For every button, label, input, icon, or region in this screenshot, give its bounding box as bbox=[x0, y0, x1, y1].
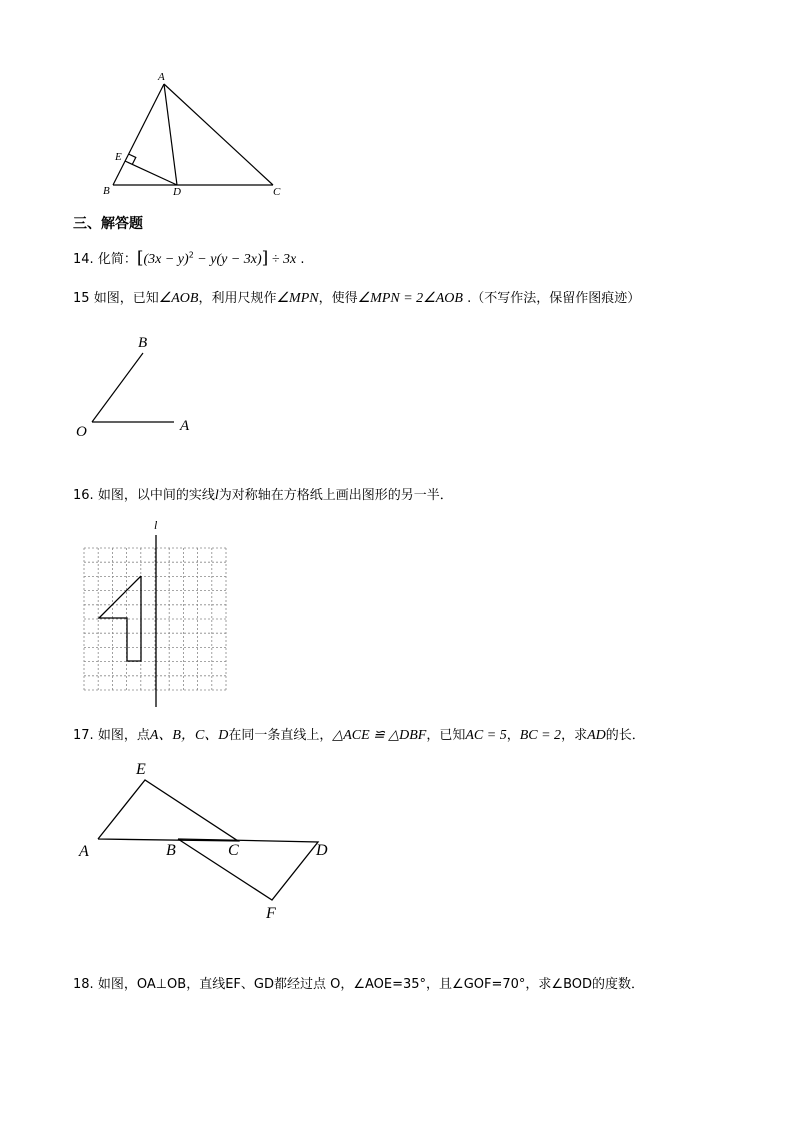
question-16 bbox=[73, 484, 453, 504]
q15-text-a: 如图，已知 bbox=[93, 291, 159, 306]
q17-segment: AD bbox=[587, 728, 606, 743]
q14-prefix: 化简： bbox=[97, 252, 137, 267]
q14-part2: − y(y − 3x) bbox=[193, 252, 262, 267]
q17-text-a: 如图，点 bbox=[97, 728, 150, 743]
q17-text-e: 的长． bbox=[605, 728, 645, 743]
q15-text-d: .（不写作法，保留作图痕迹） bbox=[462, 291, 641, 306]
q15-text-c: ，使得 bbox=[318, 291, 358, 306]
label-E: E bbox=[136, 761, 146, 778]
question-15 bbox=[73, 287, 640, 307]
question-18 bbox=[73, 973, 644, 992]
q17-text-c: ，已知 bbox=[426, 728, 466, 743]
triangle-ACE bbox=[98, 780, 238, 841]
triangle-DBF bbox=[178, 839, 318, 900]
label-F: F bbox=[266, 905, 276, 922]
q14-part1: (3x − y) bbox=[143, 252, 189, 267]
congruent-triangles-figure bbox=[70, 752, 350, 927]
q16-text-b: 为对称轴在方格纸上画出图形的另一半． bbox=[218, 488, 453, 503]
label-l: l bbox=[154, 518, 158, 532]
angle-aob-figure bbox=[70, 328, 210, 443]
ray-OB bbox=[92, 353, 143, 422]
q16-text-a: 如图，以中间的实线 bbox=[97, 488, 215, 503]
q14-exponent: 2 bbox=[188, 250, 194, 260]
q16-number: 16. bbox=[73, 488, 94, 503]
q17-text-d: ，求 bbox=[561, 728, 588, 743]
label-A: A bbox=[158, 71, 165, 83]
q16-axis: l bbox=[214, 488, 219, 503]
segment-AB bbox=[113, 84, 164, 185]
q15-angle-mpn: ∠MPN bbox=[276, 291, 319, 306]
label-D: D bbox=[173, 186, 181, 198]
q15-text-b: ，利用尺规作 bbox=[198, 291, 277, 306]
dotted-grid bbox=[84, 548, 226, 690]
label-O: O bbox=[76, 424, 87, 440]
label-C: C bbox=[228, 842, 239, 859]
q15-equation: ∠MPN = 2∠AOB bbox=[357, 291, 463, 306]
label-C: C bbox=[273, 186, 281, 198]
q14-bracket-open: [ bbox=[136, 248, 144, 268]
grid-figure bbox=[78, 515, 238, 710]
q17-given-bc: BC = 2 bbox=[519, 728, 562, 743]
question-14 bbox=[73, 248, 304, 268]
question-17 bbox=[73, 724, 645, 744]
label-A: A bbox=[79, 843, 89, 860]
q17-points: A、B，C、D bbox=[149, 728, 229, 743]
q18-text: 如图，OA⊥OB，直线EF、GD都经过点 O，∠AOE=35°，且∠GOF=70°，求∠BOD的度数． bbox=[97, 977, 644, 992]
section-title: 三、解答题 bbox=[73, 216, 143, 232]
label-B: B bbox=[166, 842, 176, 859]
q17-given-ac: AC = 5 bbox=[465, 728, 507, 743]
q17-sep: ， bbox=[506, 728, 520, 743]
q15-angle-aob: ∠AOB bbox=[158, 291, 199, 306]
q17-number: 17. bbox=[73, 728, 94, 743]
triangle-figure bbox=[95, 68, 295, 200]
q18-number: 18. bbox=[73, 977, 94, 992]
segment-AD bbox=[164, 84, 177, 185]
q17-congruence: △ACE ≌ △DBF bbox=[332, 728, 427, 743]
q14-bracket-close: ] bbox=[261, 248, 269, 268]
label-A: A bbox=[180, 418, 190, 434]
q14-end: . bbox=[296, 252, 305, 267]
label-D: D bbox=[316, 842, 328, 859]
half-shape bbox=[99, 576, 141, 661]
segment-AC bbox=[164, 84, 273, 185]
label-E: E bbox=[115, 151, 122, 163]
q17-text-b: 在同一条直线上， bbox=[228, 728, 333, 743]
label-B: B bbox=[103, 185, 110, 197]
label-B: B bbox=[138, 335, 148, 351]
q14-divide: ÷ 3x bbox=[268, 252, 297, 267]
q15-number: 15 bbox=[73, 291, 90, 306]
q14-number: 14. bbox=[73, 252, 94, 267]
